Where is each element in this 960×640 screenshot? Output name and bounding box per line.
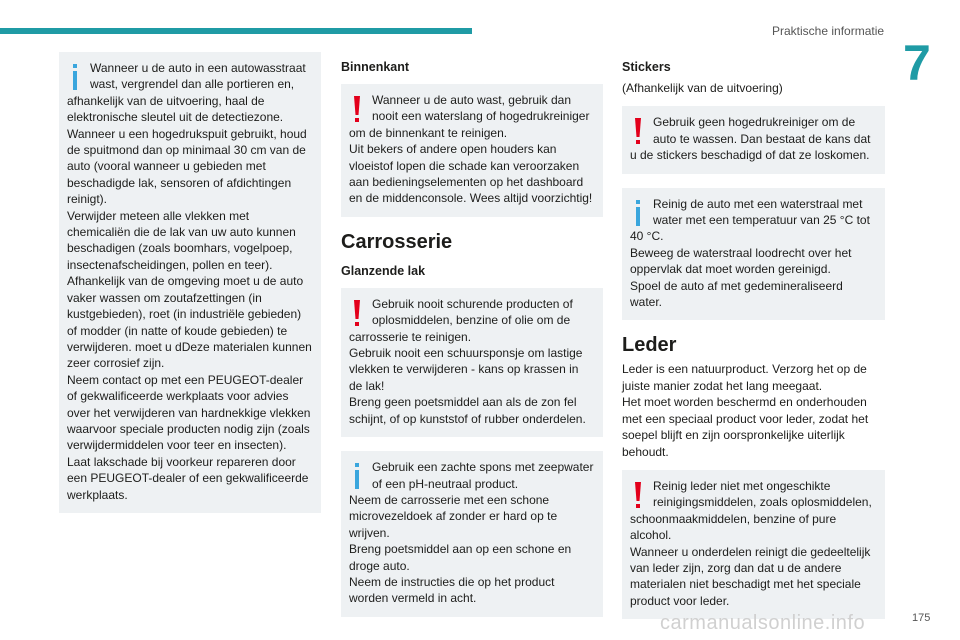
heading-gloss-paint: Glanzende lak	[341, 263, 426, 278]
warning-box-text: schoonmaakmiddelen, benzine of pure alcohol. Wanneer u onderdelen reinigt die gedeeltelijk van leder zijn, zorg dan dat u de andere materialen niet beschadigt met het speciale product voor leder.	[630, 511, 871, 608]
info-box-bodywork	[341, 451, 603, 617]
warning-box-text: om de binnenkant te reinigen. Uit bekers of andere open houders kan vloeistof lopen die schade kan veroorzaken aan bedieningselementen op het dashboard en de middenconsole. Wees altijd voorzichtig!	[349, 125, 593, 206]
warning-icon	[633, 482, 643, 508]
watermark: carmanualsonline.info	[660, 612, 866, 634]
column-right	[622, 52, 885, 633]
page-number: 175	[912, 612, 931, 624]
warning-box-stickers	[622, 106, 885, 173]
column-middle	[341, 52, 603, 631]
heading-stickers: Stickers	[622, 60, 671, 74]
header-accent-bar	[0, 28, 472, 34]
warning-box-bodywork	[341, 288, 603, 437]
warning-icon	[352, 96, 362, 122]
info-box-text-first: Reinig de auto met een waterstraal met water met een temperatuur van 25 °C tot	[653, 196, 870, 228]
info-box-text: 40 °C. Beweeg de waterstraal loodrecht over het oppervlak dat moet worden gereinigd. Spoel de auto af met gedemineraliseerd water.	[630, 229, 852, 310]
warning-icon	[633, 118, 643, 144]
warning-box-interior	[341, 84, 603, 217]
warning-box-text-first: Gebruik nooit schurende producten of oplosmiddelen, benzine of olie om de	[372, 296, 573, 328]
warning-icon	[352, 300, 362, 326]
info-box-text: afhankelijk van de uitvoering, haal de elektronische sleutel uit de detectiezone. Wanneer u een hogedrukspuit gebruikt, houd de spuitmond dan op minimaal 30 cm van de auto (vooral wanneer u gebieden met beschadigde lak, sensoren of afdichtingen reinigt). Verwijder meteen alle vlekken met chemicaliën die de lak van uw auto kunnen beschadigen (zoals boomhars, vogelpoep, insectenafscheidingen, pollen en teer). Afhankelijk van de omgeving moet u de auto vaker wassen om zoutafzettingen (in kustgebieden), roet (in industriële gebieden) of modder (in natte of koude gebieden) te verwijderen. moet u dDeze materialen kunnen zeer corrosief zijn. Neem contact op met een PEUGEOT-dealer of gekwalificeerde werkplaats voor advies over het verwijderen van hardnekkige vlekken waarvoor speciale producten nodig zijn (zoals verwijdermiddelen voor teer en insecten). Laat lakschade bij voorkeur repareren door een PEUGEOT-dealer of een gekwalificeerde werkplaats.	[67, 93, 312, 502]
info-icon	[352, 463, 362, 489]
warning-box-text-first: Reinig leder niet met ongeschikte reinigingsmiddelen, zoals oplosmiddelen,	[653, 478, 872, 510]
info-box-text: Neem de carrosserie met een schone microvezeldoek af zonder er hard op te wrijven. Breng poetsmiddel aan op een schone en droge auto. Neem de instructies die op het product worden vermeld in acht.	[349, 492, 572, 606]
info-box-text-first: Wanneer u de auto in een autowasstraat wast, vergrendel dan alle portieren en,	[90, 61, 306, 92]
heading-leather: Leder	[622, 334, 677, 357]
leather-text: Leder is een natuurproduct. Verzorg het op de juiste manier zodat het lang meegaat. Het moet worden beschermd en onderhouden met een speciaal product voor leder, zodat het soepel blijft en zijn oorspronkelijke uiterlijk behoudt.	[622, 362, 869, 459]
info-icon	[633, 200, 643, 226]
stickers-note: (Afhankelijk van de uitvoering)	[622, 81, 783, 95]
warning-box-text-first: Gebruik geen hogedrukreiniger om de auto te wassen. Dan bestaat de kans dat	[653, 115, 871, 146]
warning-box-leather	[622, 470, 885, 619]
warning-box-text-first: Wanneer u de auto wast, gebruik dan nooit een waterslang of hogedrukreiniger	[372, 93, 590, 124]
info-box-car-wash	[59, 52, 321, 513]
warning-box-text: carrosserie te reinigen. Gebruik nooit een schuursponsje om lastige vlekken te verwijderen - kans op krassen in de lak! Breng geen poetsmiddel aan als de zon fel schijnt, of op kunststof of rubber onderdelen.	[349, 329, 586, 426]
column-left	[59, 52, 321, 527]
heading-bodywork: Carrosserie	[341, 230, 453, 253]
info-box-text-first: Gebruik een zachte spons met zeepwater of een pH-neutraal product.	[372, 460, 594, 491]
info-box-stickers	[622, 188, 885, 321]
warning-box-text: u de stickers beschadigd of dat ze loskomen.	[630, 148, 870, 163]
heading-interior: Binnenkant	[341, 60, 410, 74]
section-title: Praktische informatie	[772, 24, 885, 38]
chapter-number: 7	[903, 35, 931, 91]
info-icon	[70, 64, 80, 90]
